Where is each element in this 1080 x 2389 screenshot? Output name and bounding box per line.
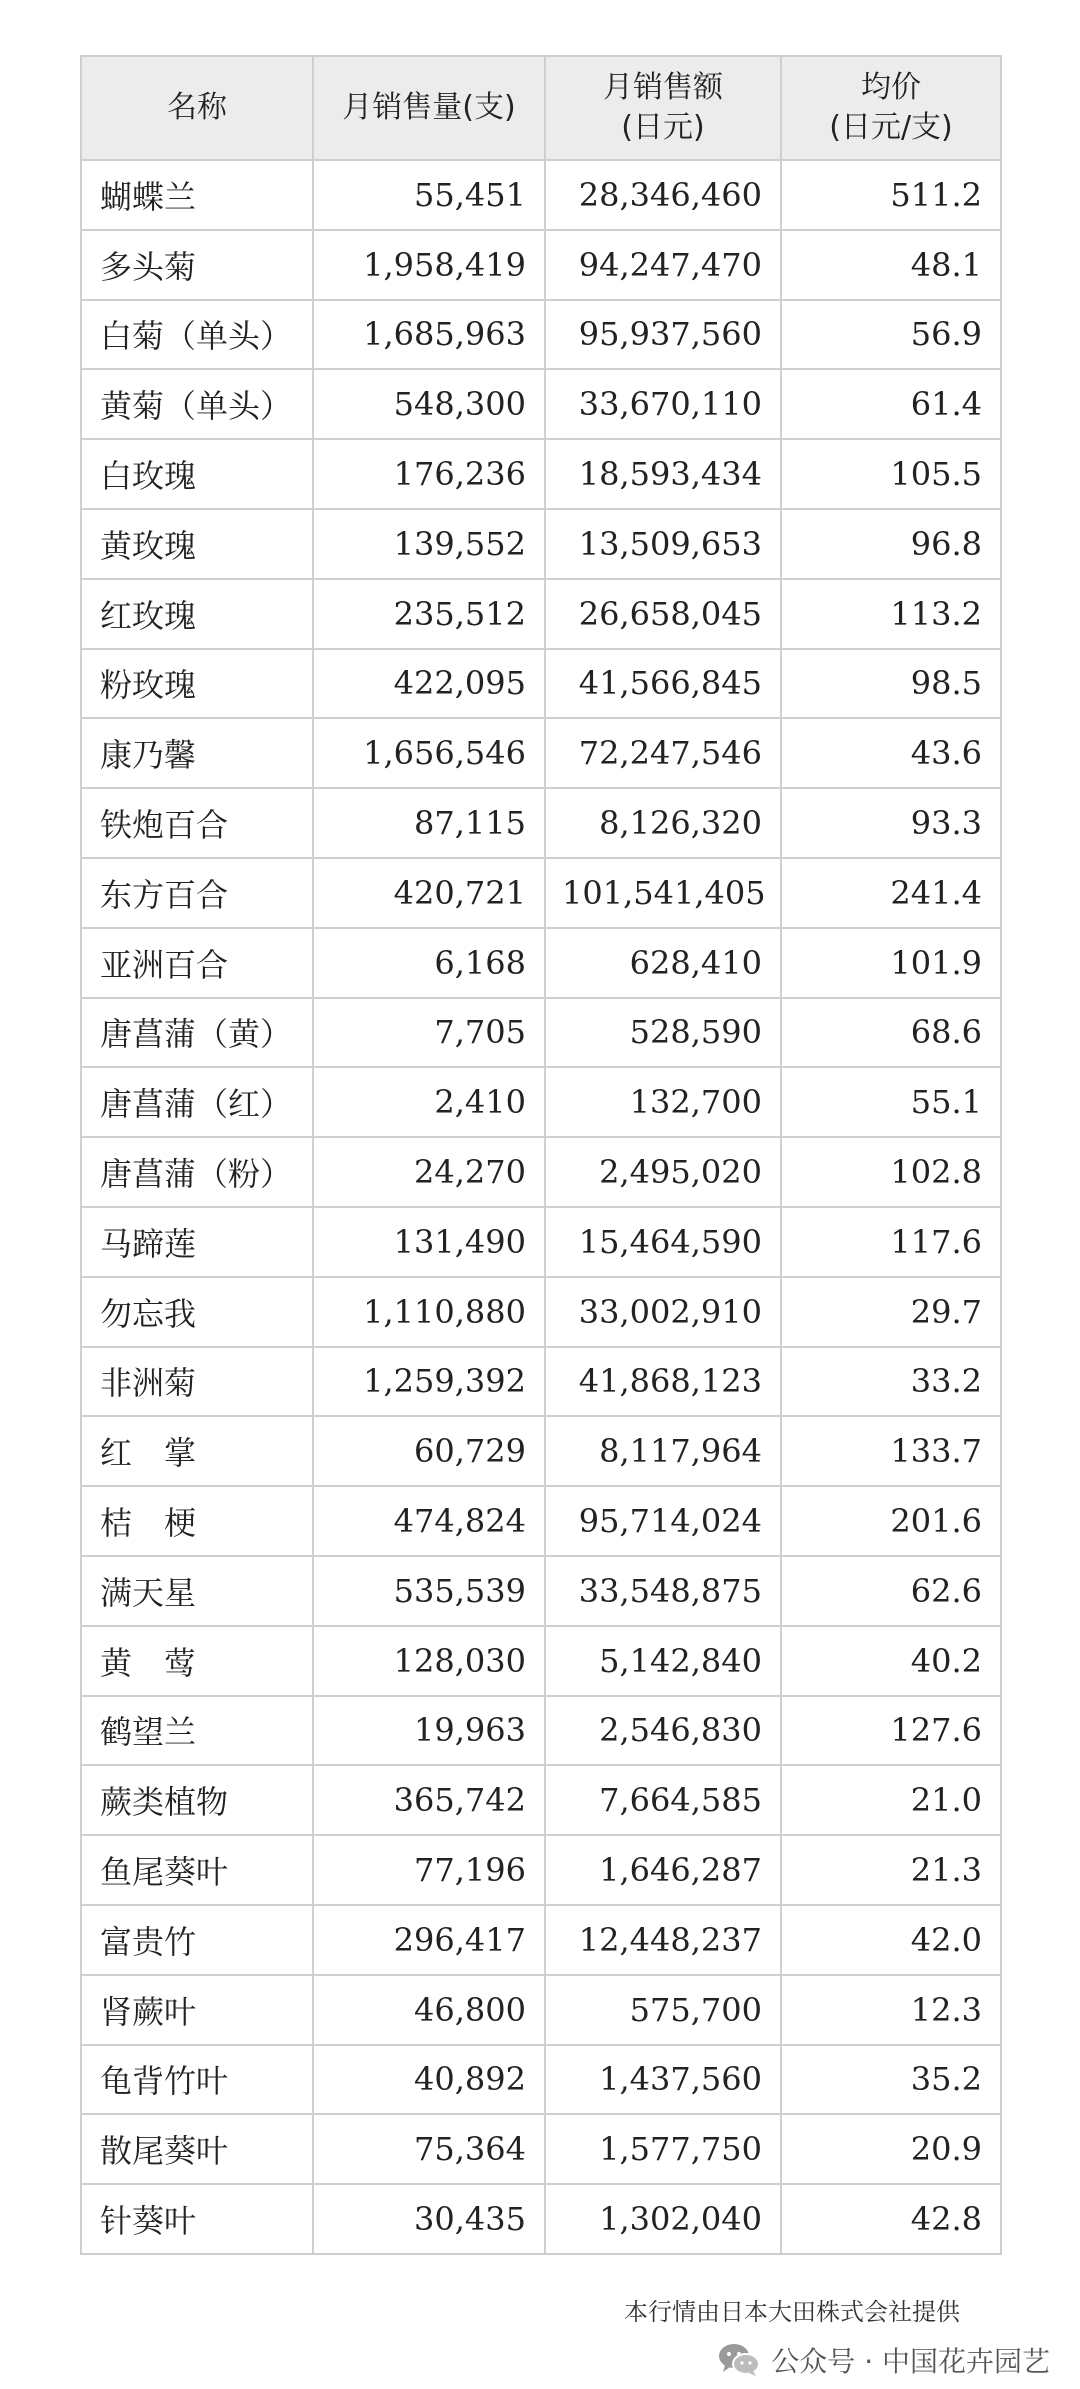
table-row — [81, 1277, 1001, 1347]
cell-quantity: 7,705 — [313, 998, 545, 1068]
cell-revenue: 28,346,460 — [545, 160, 781, 230]
cell-quantity: 6,168 — [313, 928, 545, 998]
cell-name: 富贵竹 — [81, 1905, 313, 1975]
cell-name: 鱼尾葵叶 — [81, 1835, 313, 1905]
source-note: 本行情由日本大田株式会社提供 — [624, 2298, 960, 2326]
cell-revenue: 2,495,020 — [545, 1137, 781, 1207]
cell-quantity: 128,030 — [313, 1626, 545, 1696]
cell-quantity: 422,095 — [313, 649, 545, 719]
cell-name: 肾蕨叶 — [81, 1975, 313, 2045]
cell-name: 黄玫瑰 — [81, 509, 313, 579]
header-name-line1: 名称 — [167, 90, 227, 125]
cell-name: 勿忘我 — [81, 1277, 313, 1347]
table-row — [81, 439, 1001, 509]
cell-quantity: 60,729 — [313, 1416, 545, 1486]
table-row — [81, 1067, 1001, 1137]
cell-quantity: 296,417 — [313, 1905, 545, 1975]
cell-price: 56.9 — [781, 300, 1001, 370]
table-row — [81, 1486, 1001, 1556]
cell-revenue: 41,566,845 — [545, 649, 781, 719]
cell-price: 29.7 — [781, 1277, 1001, 1347]
table-row — [81, 1835, 1001, 1905]
cell-revenue: 1,302,040 — [545, 2184, 781, 2254]
cell-quantity: 24,270 — [313, 1137, 545, 1207]
cell-quantity: 46,800 — [313, 1975, 545, 2045]
table-row — [81, 1556, 1001, 1626]
cell-name: 铁炮百合 — [81, 788, 313, 858]
table-row — [81, 1765, 1001, 1835]
table-row — [81, 2184, 1001, 2254]
cell-price: 101.9 — [781, 928, 1001, 998]
header-row — [81, 56, 1001, 160]
cell-price: 98.5 — [781, 649, 1001, 719]
cell-price: 133.7 — [781, 1416, 1001, 1486]
cell-price: 241.4 — [781, 858, 1001, 928]
cell-price: 43.6 — [781, 718, 1001, 788]
cell-name: 亚洲百合 — [81, 928, 313, 998]
table-row — [81, 1137, 1001, 1207]
table-row — [81, 300, 1001, 370]
wechat-icon — [717, 2342, 761, 2378]
cell-price: 40.2 — [781, 1626, 1001, 1696]
cell-quantity: 535,539 — [313, 1556, 545, 1626]
table-row — [81, 998, 1001, 1068]
header-quantity-line1: 月销售量(支) — [342, 90, 516, 125]
cell-price: 113.2 — [781, 579, 1001, 649]
cell-price: 12.3 — [781, 1975, 1001, 2045]
cell-quantity: 131,490 — [313, 1207, 545, 1277]
cell-price: 21.3 — [781, 1835, 1001, 1905]
cell-price: 35.2 — [781, 2045, 1001, 2115]
table-row — [81, 160, 1001, 230]
cell-name: 蕨类植物 — [81, 1765, 313, 1835]
header-monthly-revenue — [545, 56, 781, 160]
cell-price: 55.1 — [781, 1067, 1001, 1137]
cell-revenue: 33,670,110 — [545, 369, 781, 439]
cell-name: 红 掌 — [81, 1416, 313, 1486]
cell-name: 唐菖蒲（红） — [81, 1067, 313, 1137]
cell-quantity: 139,552 — [313, 509, 545, 579]
cell-revenue: 1,646,287 — [545, 1835, 781, 1905]
cell-revenue: 528,590 — [545, 998, 781, 1068]
cell-name: 白玫瑰 — [81, 439, 313, 509]
header-average-price — [781, 56, 1001, 160]
cell-revenue: 94,247,470 — [545, 230, 781, 300]
cell-revenue: 41,868,123 — [545, 1347, 781, 1417]
cell-name: 白菊（单头） — [81, 300, 313, 370]
cell-quantity: 420,721 — [313, 858, 545, 928]
cell-name: 粉玫瑰 — [81, 649, 313, 719]
header-price-line1: 均价 — [861, 70, 921, 105]
cell-quantity: 1,656,546 — [313, 718, 545, 788]
watermark — [717, 2340, 1050, 2380]
cell-name: 唐菖蒲（粉） — [81, 1137, 313, 1207]
cell-revenue: 7,664,585 — [545, 1765, 781, 1835]
cell-name: 黄 莺 — [81, 1626, 313, 1696]
cell-name: 满天星 — [81, 1556, 313, 1626]
cell-name: 散尾葵叶 — [81, 2114, 313, 2184]
table-row — [81, 1626, 1001, 1696]
cell-name: 针葵叶 — [81, 2184, 313, 2254]
cell-revenue: 95,714,024 — [545, 1486, 781, 1556]
cell-quantity: 1,259,392 — [313, 1347, 545, 1417]
cell-name: 非洲菊 — [81, 1347, 313, 1417]
cell-revenue: 2,546,830 — [545, 1696, 781, 1766]
table-body — [81, 160, 1001, 2254]
cell-price: 511.2 — [781, 160, 1001, 230]
header-monthly-quantity — [313, 56, 545, 160]
cell-price: 20.9 — [781, 2114, 1001, 2184]
cell-quantity: 40,892 — [313, 2045, 545, 2115]
cell-quantity: 87,115 — [313, 788, 545, 858]
cell-quantity: 1,958,419 — [313, 230, 545, 300]
cell-revenue: 8,126,320 — [545, 788, 781, 858]
table-row — [81, 1975, 1001, 2045]
cell-price: 102.8 — [781, 1137, 1001, 1207]
table-row — [81, 788, 1001, 858]
cell-name: 鹤望兰 — [81, 1696, 313, 1766]
header-revenue-line1: 月销售额 — [603, 70, 723, 105]
cell-price: 105.5 — [781, 439, 1001, 509]
header-price-line2: (日元/支) — [829, 110, 953, 145]
cell-revenue: 132,700 — [545, 1067, 781, 1137]
cell-revenue: 12,448,237 — [545, 1905, 781, 1975]
cell-revenue: 33,548,875 — [545, 1556, 781, 1626]
cell-price: 93.3 — [781, 788, 1001, 858]
cell-name: 桔 梗 — [81, 1486, 313, 1556]
cell-quantity: 19,963 — [313, 1696, 545, 1766]
cell-name: 康乃馨 — [81, 718, 313, 788]
cell-revenue: 95,937,560 — [545, 300, 781, 370]
watermark-text: 公众号 · 中国花卉园艺 — [771, 2345, 1050, 2378]
cell-price: 62.6 — [781, 1556, 1001, 1626]
cell-quantity: 474,824 — [313, 1486, 545, 1556]
cell-revenue: 101,541,405 — [545, 858, 781, 928]
cell-quantity: 548,300 — [313, 369, 545, 439]
cell-price: 21.0 — [781, 1765, 1001, 1835]
table-row — [81, 718, 1001, 788]
cell-revenue: 72,247,546 — [545, 718, 781, 788]
cell-quantity: 1,685,963 — [313, 300, 545, 370]
cell-revenue: 575,700 — [545, 1975, 781, 2045]
cell-quantity: 235,512 — [313, 579, 545, 649]
cell-revenue: 26,658,045 — [545, 579, 781, 649]
cell-quantity: 365,742 — [313, 1765, 545, 1835]
cell-name: 东方百合 — [81, 858, 313, 928]
cell-quantity: 75,364 — [313, 2114, 545, 2184]
cell-revenue: 8,117,964 — [545, 1416, 781, 1486]
table-row — [81, 369, 1001, 439]
cell-price: 68.6 — [781, 998, 1001, 1068]
cell-quantity: 30,435 — [313, 2184, 545, 2254]
cell-name: 多头菊 — [81, 230, 313, 300]
cell-quantity: 77,196 — [313, 1835, 545, 1905]
table-row — [81, 230, 1001, 300]
cell-name: 黄菊（单头） — [81, 369, 313, 439]
table-row — [81, 2045, 1001, 2115]
header-revenue-line2: (日元) — [621, 110, 705, 145]
cell-price: 96.8 — [781, 509, 1001, 579]
cell-revenue: 5,142,840 — [545, 1626, 781, 1696]
cell-revenue: 13,509,653 — [545, 509, 781, 579]
cell-price: 48.1 — [781, 230, 1001, 300]
cell-price: 61.4 — [781, 369, 1001, 439]
table-row — [81, 1347, 1001, 1417]
cell-name: 蝴蝶兰 — [81, 160, 313, 230]
table-row — [81, 2114, 1001, 2184]
cell-name: 龟背竹叶 — [81, 2045, 313, 2115]
cell-revenue: 18,593,434 — [545, 439, 781, 509]
table-row — [81, 858, 1001, 928]
table-row — [81, 1416, 1001, 1486]
table-row — [81, 509, 1001, 579]
table-row — [81, 579, 1001, 649]
cell-name: 红玫瑰 — [81, 579, 313, 649]
table-row — [81, 649, 1001, 719]
cell-quantity: 2,410 — [313, 1067, 545, 1137]
table-row — [81, 1696, 1001, 1766]
table-row — [81, 1905, 1001, 1975]
cell-price: 42.0 — [781, 1905, 1001, 1975]
cell-revenue: 628,410 — [545, 928, 781, 998]
cell-quantity: 1,110,880 — [313, 1277, 545, 1347]
cell-revenue: 15,464,590 — [545, 1207, 781, 1277]
table-header — [81, 56, 1001, 160]
cell-revenue: 1,577,750 — [545, 2114, 781, 2184]
cell-quantity: 176,236 — [313, 439, 545, 509]
cell-price: 33.2 — [781, 1347, 1001, 1417]
cell-price: 201.6 — [781, 1486, 1001, 1556]
cell-name: 唐菖蒲（黄） — [81, 998, 313, 1068]
cell-revenue: 1,437,560 — [545, 2045, 781, 2115]
cell-price: 42.8 — [781, 2184, 1001, 2254]
header-name — [81, 56, 313, 160]
table-row — [81, 1207, 1001, 1277]
flower-price-table — [80, 55, 1002, 2255]
cell-name: 马蹄莲 — [81, 1207, 313, 1277]
cell-revenue: 33,002,910 — [545, 1277, 781, 1347]
cell-price: 117.6 — [781, 1207, 1001, 1277]
cell-price: 127.6 — [781, 1696, 1001, 1766]
table-row — [81, 928, 1001, 998]
cell-quantity: 55,451 — [313, 160, 545, 230]
